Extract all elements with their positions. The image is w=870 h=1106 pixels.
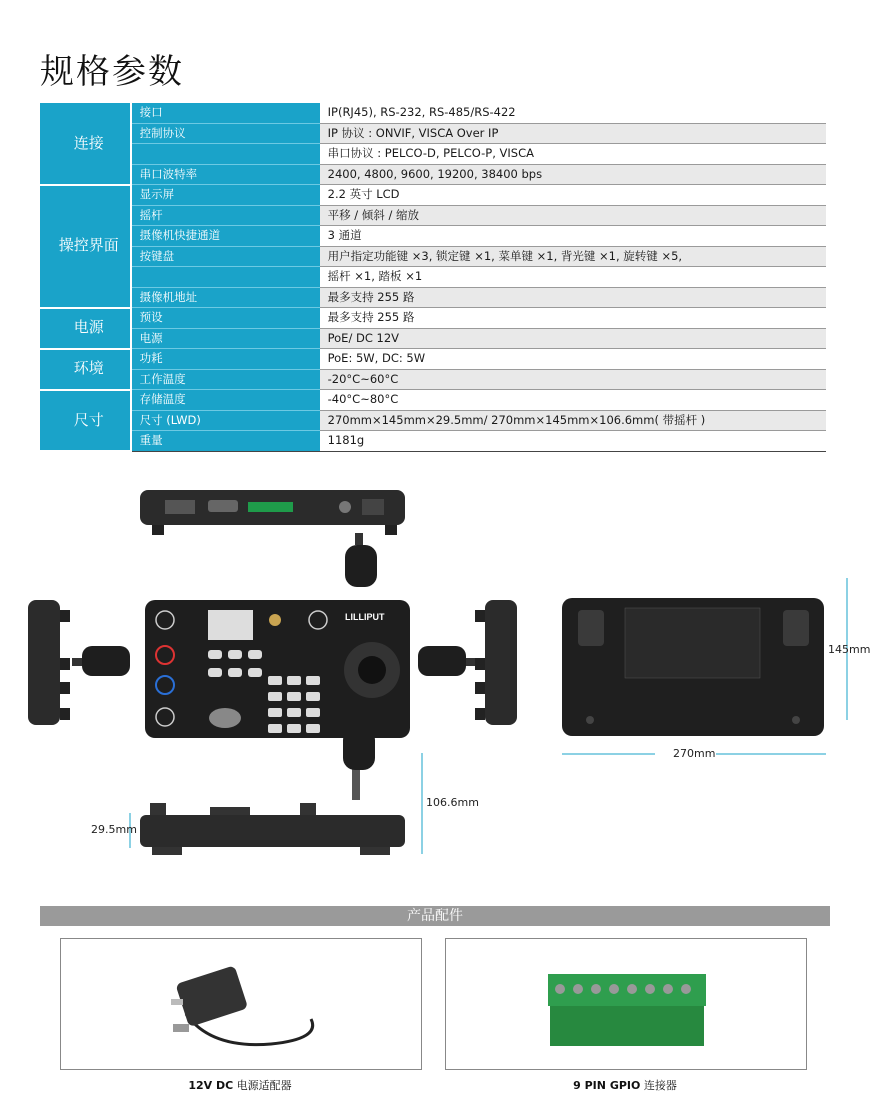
- spec-label: 重量: [131, 431, 320, 452]
- accessory-card-gpio-connector: [445, 938, 807, 1070]
- brand-logo: LILLIPUT: [345, 612, 385, 622]
- accessory-caption-power-adapter: [60, 1077, 420, 1093]
- spec-value: PoE: 5W, DC: 5W: [320, 349, 826, 370]
- spec-row: [40, 349, 826, 370]
- spec-row: [40, 226, 826, 247]
- spec-value: -20°C~60°C: [320, 369, 826, 390]
- spec-value: 用户指定功能键 ×3, 锁定键 ×1, 菜单键 ×1, 背光键 ×1, 旋转键 ×5,: [320, 246, 826, 267]
- spec-category: 电源: [40, 308, 131, 349]
- spec-value: 最多支持 255 路: [320, 287, 826, 308]
- dim-length: 270mm: [673, 747, 716, 760]
- dim-depth: 29.5mm: [91, 823, 137, 836]
- spec-label: 摄像机快捷通道: [131, 226, 320, 247]
- rear-panel-view: [140, 490, 405, 535]
- accessory-card-power-adapter: [60, 938, 422, 1070]
- front-panel-view: [145, 600, 410, 738]
- spec-row: [40, 410, 826, 431]
- spec-label: [131, 267, 320, 288]
- gpio-connector-image: [446, 939, 806, 1069]
- spec-label: 摄像机地址: [131, 287, 320, 308]
- accessory-caption-gpio-connector: [445, 1077, 805, 1093]
- caption-bold: 12V DC: [188, 1079, 234, 1092]
- spec-value: 1181g: [320, 431, 826, 452]
- spec-row: [40, 369, 826, 390]
- spec-row: [40, 246, 826, 267]
- spec-value: 270mm×145mm×29.5mm/ 270mm×145mm×106.6mm( 带摇杆 ): [320, 410, 826, 431]
- spec-row: [40, 308, 826, 329]
- spec-row: [40, 267, 826, 288]
- right-side-view: [418, 600, 517, 725]
- spec-value: 2400, 4800, 9600, 19200, 38400 bps: [320, 164, 826, 185]
- spec-label: 预设: [131, 308, 320, 329]
- spec-category: 连接: [40, 103, 131, 185]
- caption-bold: 9 PIN GPIO: [573, 1079, 641, 1092]
- spec-row: [40, 205, 826, 226]
- spec-label: 存储温度: [131, 390, 320, 411]
- spec-label: 串口波特率: [131, 164, 320, 185]
- spec-row: [40, 185, 826, 206]
- spec-value: 2.2 英寸 LCD: [320, 185, 826, 206]
- spec-value: -40°C~80°C: [320, 390, 826, 411]
- spec-row: [40, 287, 826, 308]
- spec-row: [40, 123, 826, 144]
- dim-depth-joystick: 106.6mm: [426, 796, 479, 809]
- joystick-view-top: [345, 533, 377, 587]
- spec-label: 尺寸 (LWD): [131, 410, 320, 431]
- left-side-view: [28, 600, 130, 725]
- bottom-panel-view: [562, 598, 824, 736]
- spec-row: [40, 328, 826, 349]
- spec-value: 串口协议 : PELCO-D, PELCO-P, VISCA: [320, 144, 826, 165]
- spec-label: 电源: [131, 328, 320, 349]
- spec-category: 尺寸: [40, 390, 131, 452]
- accessories-header: 产品配件: [40, 906, 830, 926]
- spec-label: 按键盘: [131, 246, 320, 267]
- spec-label: 接口: [131, 103, 320, 123]
- spec-value: IP 协议 : ONVIF, VISCA Over IP: [320, 123, 826, 144]
- spec-category: 操控界面: [40, 185, 131, 308]
- spec-label: 摇杆: [131, 205, 320, 226]
- spec-value: IP(RJ45), RS-232, RS-485/RS-422: [320, 103, 826, 123]
- spec-label: 功耗: [131, 349, 320, 370]
- spec-value: 最多支持 255 路: [320, 308, 826, 329]
- spec-category: 环境: [40, 349, 131, 390]
- spec-label: [131, 144, 320, 165]
- spec-label: 工作温度: [131, 369, 320, 390]
- caption-rest: 连接器: [640, 1079, 677, 1092]
- page-title: 规格参数: [40, 52, 184, 92]
- side-profile-view: [140, 728, 405, 855]
- spec-value: 3 通道: [320, 226, 826, 247]
- spec-row: [40, 390, 826, 411]
- dim-height: 145mm: [828, 643, 870, 656]
- power-adapter-image: [61, 939, 421, 1069]
- spec-row: [40, 144, 826, 165]
- spec-row: [40, 164, 826, 185]
- product-figures: [0, 470, 870, 870]
- spec-row: [40, 431, 826, 452]
- spec-value: 平移 / 倾斜 / 缩放: [320, 205, 826, 226]
- spec-label: 控制协议: [131, 123, 320, 144]
- spec-value: 摇杆 ×1, 踏板 ×1: [320, 267, 826, 288]
- spec-table: [40, 103, 826, 452]
- caption-rest: 电源适配器: [233, 1079, 292, 1092]
- spec-value: PoE/ DC 12V: [320, 328, 826, 349]
- spec-label: 显示屏: [131, 185, 320, 206]
- spec-row: [40, 103, 826, 123]
